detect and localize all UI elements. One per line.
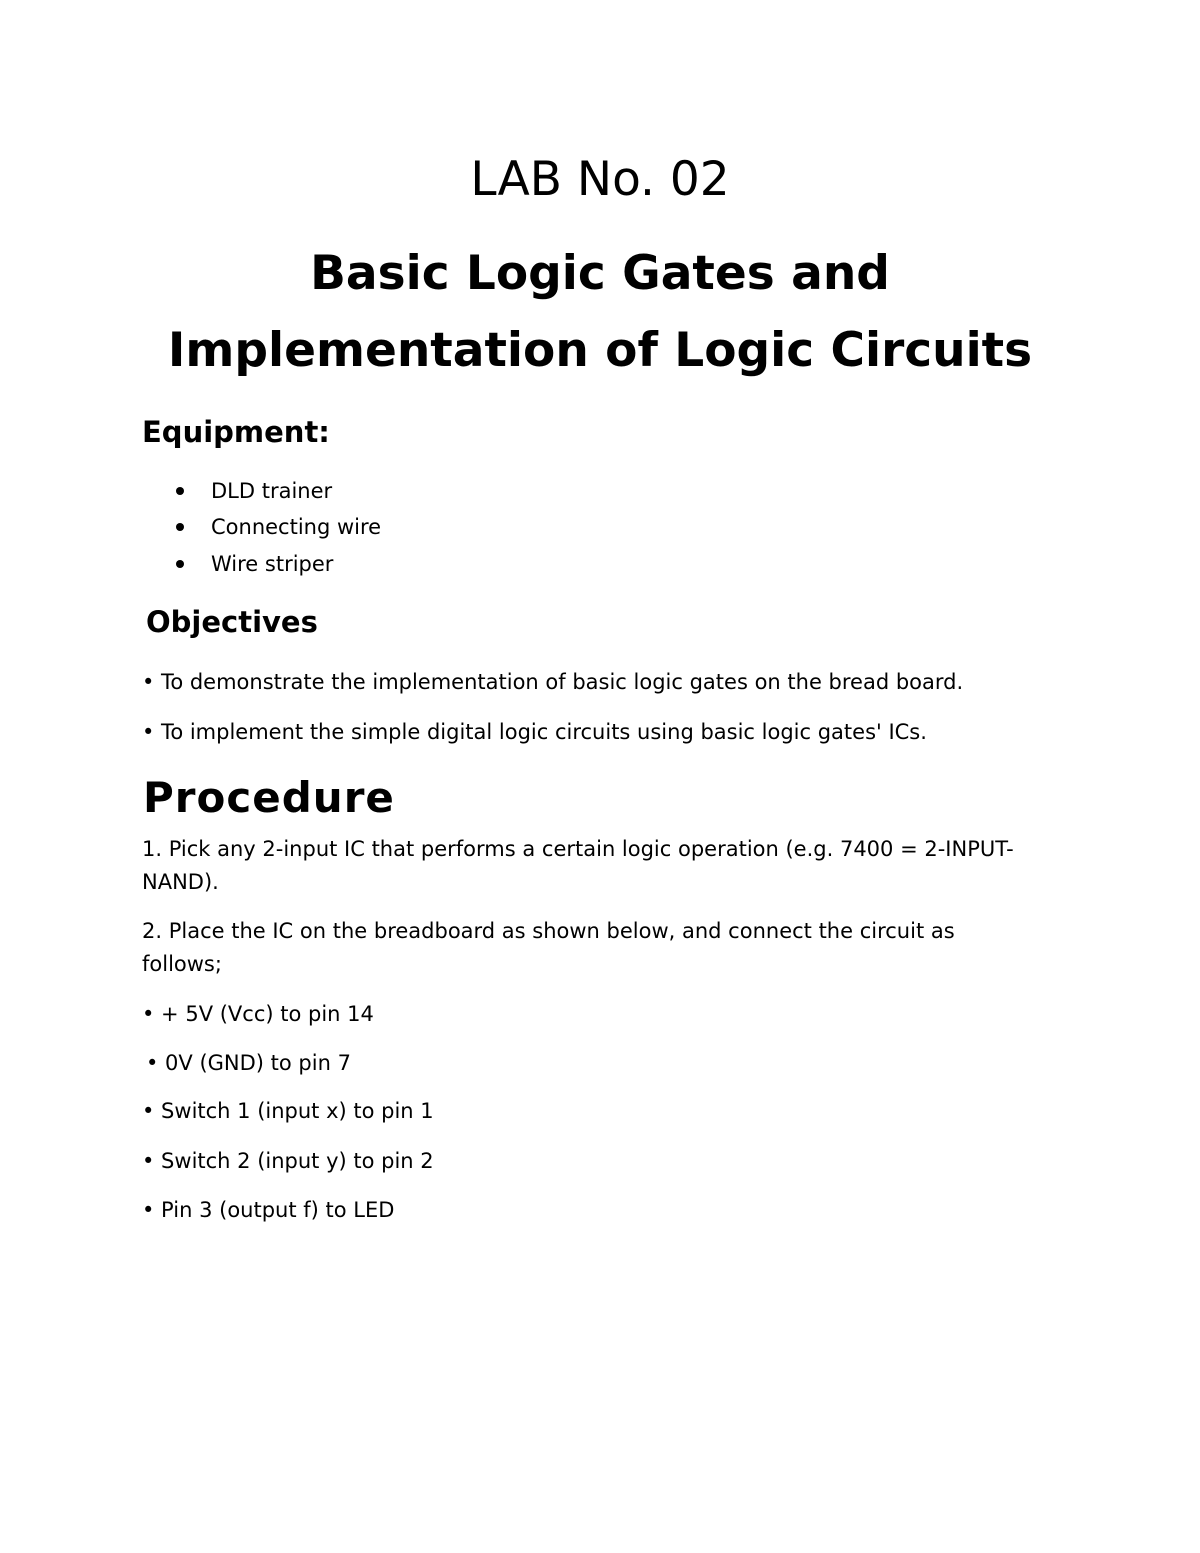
procedure-step-1-line-2: NAND). xyxy=(142,870,219,894)
procedure-step-1-line-1: 1. Pick any 2-input IC that performs a certain logic operation (e.g. 7400 = 2-INPUT- xyxy=(142,837,1014,861)
connection-item: • + 5V (Vcc) to pin 14 xyxy=(142,1002,374,1026)
objectives-heading: Objectives xyxy=(146,605,318,639)
lab-title-line-2: Implementation of Logic Circuits xyxy=(167,323,1033,378)
equipment-item-text: Connecting wire xyxy=(211,515,382,539)
bullet-icon xyxy=(176,560,184,568)
connection-item: • Switch 1 (input x) to pin 1 xyxy=(142,1099,434,1123)
bullet-icon xyxy=(176,523,184,531)
bullet-icon xyxy=(176,487,184,495)
equipment-item-text: Wire striper xyxy=(211,552,334,576)
objective-item: • To implement the simple digital logic circuits using basic logic gates' ICs. xyxy=(142,720,927,744)
lab-number-title: LAB No. 02 xyxy=(470,152,730,207)
procedure-step-2-line-2: follows; xyxy=(142,952,222,976)
connection-item: • Pin 3 (output f) to LED xyxy=(142,1198,395,1222)
equipment-heading: Equipment: xyxy=(142,415,330,449)
procedure-step-2-line-1: 2. Place the IC on the breadboard as shown below, and connect the circuit as xyxy=(142,919,955,943)
connection-item: • Switch 2 (input y) to pin 2 xyxy=(142,1149,434,1173)
lab-title-line-1: Basic Logic Gates and xyxy=(310,246,890,301)
objective-item: • To demonstrate the implementation of basic logic gates on the bread board. xyxy=(142,670,964,694)
connection-item: • 0V (GND) to pin 7 xyxy=(146,1051,351,1075)
procedure-heading: Procedure xyxy=(143,773,395,822)
equipment-item-text: DLD trainer xyxy=(211,479,333,503)
